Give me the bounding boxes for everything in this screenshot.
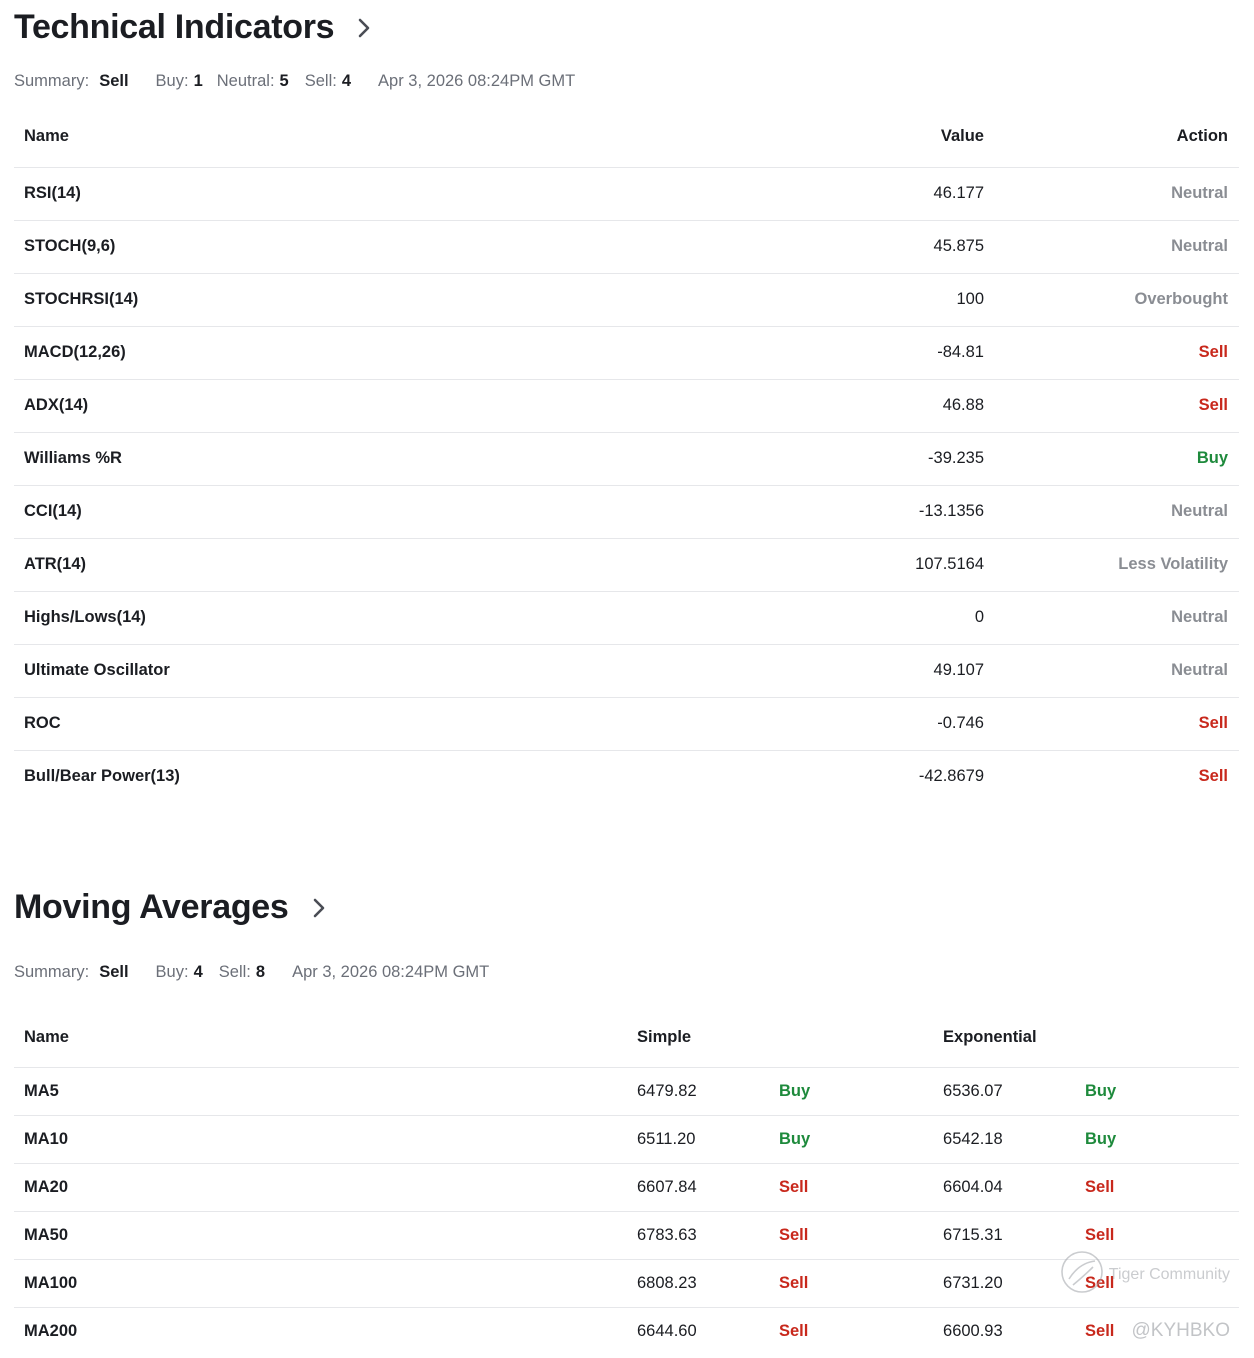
table-header-row — [14, 107, 1239, 167]
table-row — [14, 697, 1239, 750]
timestamp: Apr 3, 2026 08:24PM GMT — [292, 963, 490, 981]
table-row — [14, 167, 1239, 220]
exponential-signal: Buy — [1075, 1067, 1239, 1115]
indicator-action: Sell — [984, 379, 1239, 432]
column-header-name: Name — [24, 1027, 69, 1046]
technical-indicators-title: Technical Indicators — [14, 8, 335, 46]
exponential-signal: Sell — [1075, 1307, 1239, 1355]
indicator-value: 46.88 — [594, 379, 984, 432]
moving-averages-header — [14, 888, 331, 927]
summary-value: Sell — [99, 963, 129, 981]
buy-count-label: Buy: — [155, 963, 189, 981]
indicator-name: ROC — [14, 697, 594, 750]
sell-count-label: Sell: — [304, 72, 337, 90]
table-row — [14, 538, 1239, 591]
indicator-value: -84.81 — [594, 326, 984, 379]
indicator-name: CCI(14) — [14, 485, 594, 538]
indicator-action: Neutral — [984, 220, 1239, 273]
neutral-count-label: Neutral: — [216, 72, 275, 90]
indicator-value: -13.1356 — [594, 485, 984, 538]
indicator-name: ATR(14) — [14, 538, 594, 591]
chevron-right-icon[interactable] — [307, 896, 331, 920]
moving-averages-summary — [14, 963, 489, 982]
table-row — [14, 591, 1239, 644]
buy-count-value: 4 — [193, 963, 203, 981]
indicator-name: Ultimate Oscillator — [14, 644, 594, 697]
exponential-value: 6715.31 — [933, 1211, 1075, 1259]
indicator-action: Neutral — [984, 485, 1239, 538]
indicator-action: Neutral — [984, 167, 1239, 220]
indicator-value: 0 — [594, 591, 984, 644]
table-row — [14, 326, 1239, 379]
exponential-value: 6604.04 — [933, 1163, 1075, 1211]
table-row — [14, 273, 1239, 326]
indicator-name: RSI(14) — [14, 167, 594, 220]
indicator-action: Buy — [984, 432, 1239, 485]
simple-signal: Buy — [769, 1067, 933, 1115]
indicator-value: -39.235 — [594, 432, 984, 485]
indicator-name: MACD(12,26) — [14, 326, 594, 379]
tiger-logo-icon — [1059, 1249, 1105, 1300]
table-row — [14, 379, 1239, 432]
moving-averages-title: Moving Averages — [14, 888, 289, 926]
table-row — [14, 1211, 1239, 1259]
sell-count-value: 4 — [341, 72, 352, 90]
sell-count-label: Sell: — [218, 963, 251, 981]
buy-count-value: 1 — [193, 72, 203, 90]
indicator-action: Overbought — [984, 273, 1239, 326]
exponential-signal: Sell — [1075, 1211, 1239, 1259]
column-header-simple: Simple — [637, 1027, 692, 1046]
table-row — [14, 1115, 1239, 1163]
exponential-signal: Buy — [1075, 1115, 1239, 1163]
exponential-value: 6731.20 — [933, 1259, 1075, 1307]
indicator-name: Highs/Lows(14) — [14, 591, 594, 644]
neutral-count-value: 5 — [279, 72, 289, 90]
indicator-name: Williams %R — [14, 432, 594, 485]
table-row — [14, 1259, 1239, 1307]
chevron-right-icon[interactable] — [352, 16, 376, 40]
technical-indicators-table — [14, 107, 1239, 803]
indicator-action: Neutral — [984, 644, 1239, 697]
summary-label: Summary: — [14, 963, 90, 981]
summary-value: Sell — [99, 72, 129, 90]
simple-signal: Buy — [769, 1115, 933, 1163]
column-header-name: Name — [24, 127, 69, 146]
timestamp: Apr 3, 2026 08:24PM GMT — [378, 72, 576, 90]
indicator-action: Sell — [984, 750, 1239, 803]
simple-signal: Sell — [769, 1163, 933, 1211]
simple-value: 6783.63 — [627, 1211, 769, 1259]
simple-value: 6479.82 — [627, 1067, 769, 1115]
ma-name: MA100 — [14, 1259, 627, 1307]
table-row — [14, 432, 1239, 485]
indicator-name: ADX(14) — [14, 379, 594, 432]
column-header-exponential: Exponential — [943, 1027, 1037, 1046]
summary-label: Summary: — [14, 72, 90, 90]
simple-value: 6511.20 — [627, 1115, 769, 1163]
technical-indicators-header — [14, 8, 376, 47]
ma-name: MA5 — [14, 1067, 627, 1115]
column-header-value: Value — [940, 127, 984, 146]
table-row — [14, 220, 1239, 273]
ma-name: MA10 — [14, 1115, 627, 1163]
simple-signal: Sell — [769, 1307, 933, 1355]
indicator-action: Sell — [984, 697, 1239, 750]
moving-averages-table — [14, 1008, 1239, 1355]
table-row — [14, 750, 1239, 803]
indicator-name: STOCH(9,6) — [14, 220, 594, 273]
indicator-value: -42.8679 — [594, 750, 984, 803]
exponential-signal: Sell — [1075, 1163, 1239, 1211]
indicator-value: 49.107 — [594, 644, 984, 697]
buy-count-label: Buy: — [155, 72, 189, 90]
table-row — [14, 1067, 1239, 1115]
ma-name: MA20 — [14, 1163, 627, 1211]
technical-summary — [14, 72, 575, 91]
watermark-handle: @KYHBKO — [1131, 1320, 1230, 1341]
exponential-value: 6536.07 — [933, 1067, 1075, 1115]
table-row — [14, 485, 1239, 538]
exponential-value: 6542.18 — [933, 1115, 1075, 1163]
ma-name: MA50 — [14, 1211, 627, 1259]
indicator-name: Bull/Bear Power(13) — [14, 750, 594, 803]
sell-count-value: 8 — [255, 963, 266, 981]
indicator-name: STOCHRSI(14) — [14, 273, 594, 326]
watermark-brand: Tiger Community — [1108, 1265, 1230, 1283]
indicator-action: Less Volatility — [984, 538, 1239, 591]
column-header-action: Action — [1176, 127, 1228, 146]
simple-value: 6607.84 — [627, 1163, 769, 1211]
indicator-action: Sell — [984, 326, 1239, 379]
exponential-signal: Sell — [1075, 1259, 1239, 1307]
simple-value: 6644.60 — [627, 1307, 769, 1355]
simple-signal: Sell — [769, 1259, 933, 1307]
indicator-value: 45.875 — [594, 220, 984, 273]
table-row — [14, 644, 1239, 697]
watermark — [1059, 1249, 1230, 1300]
ma-name: MA200 — [14, 1307, 627, 1355]
indicator-value: 107.5164 — [594, 538, 984, 591]
table-row — [14, 1163, 1239, 1211]
indicator-value: 46.177 — [594, 167, 984, 220]
indicator-action: Neutral — [984, 591, 1239, 644]
table-header-row — [14, 1008, 1239, 1067]
indicator-value: -0.746 — [594, 697, 984, 750]
indicator-value: 100 — [594, 273, 984, 326]
simple-value: 6808.23 — [627, 1259, 769, 1307]
table-row — [14, 1307, 1239, 1355]
exponential-value: 6600.93 — [933, 1307, 1075, 1355]
simple-signal: Sell — [769, 1211, 933, 1259]
